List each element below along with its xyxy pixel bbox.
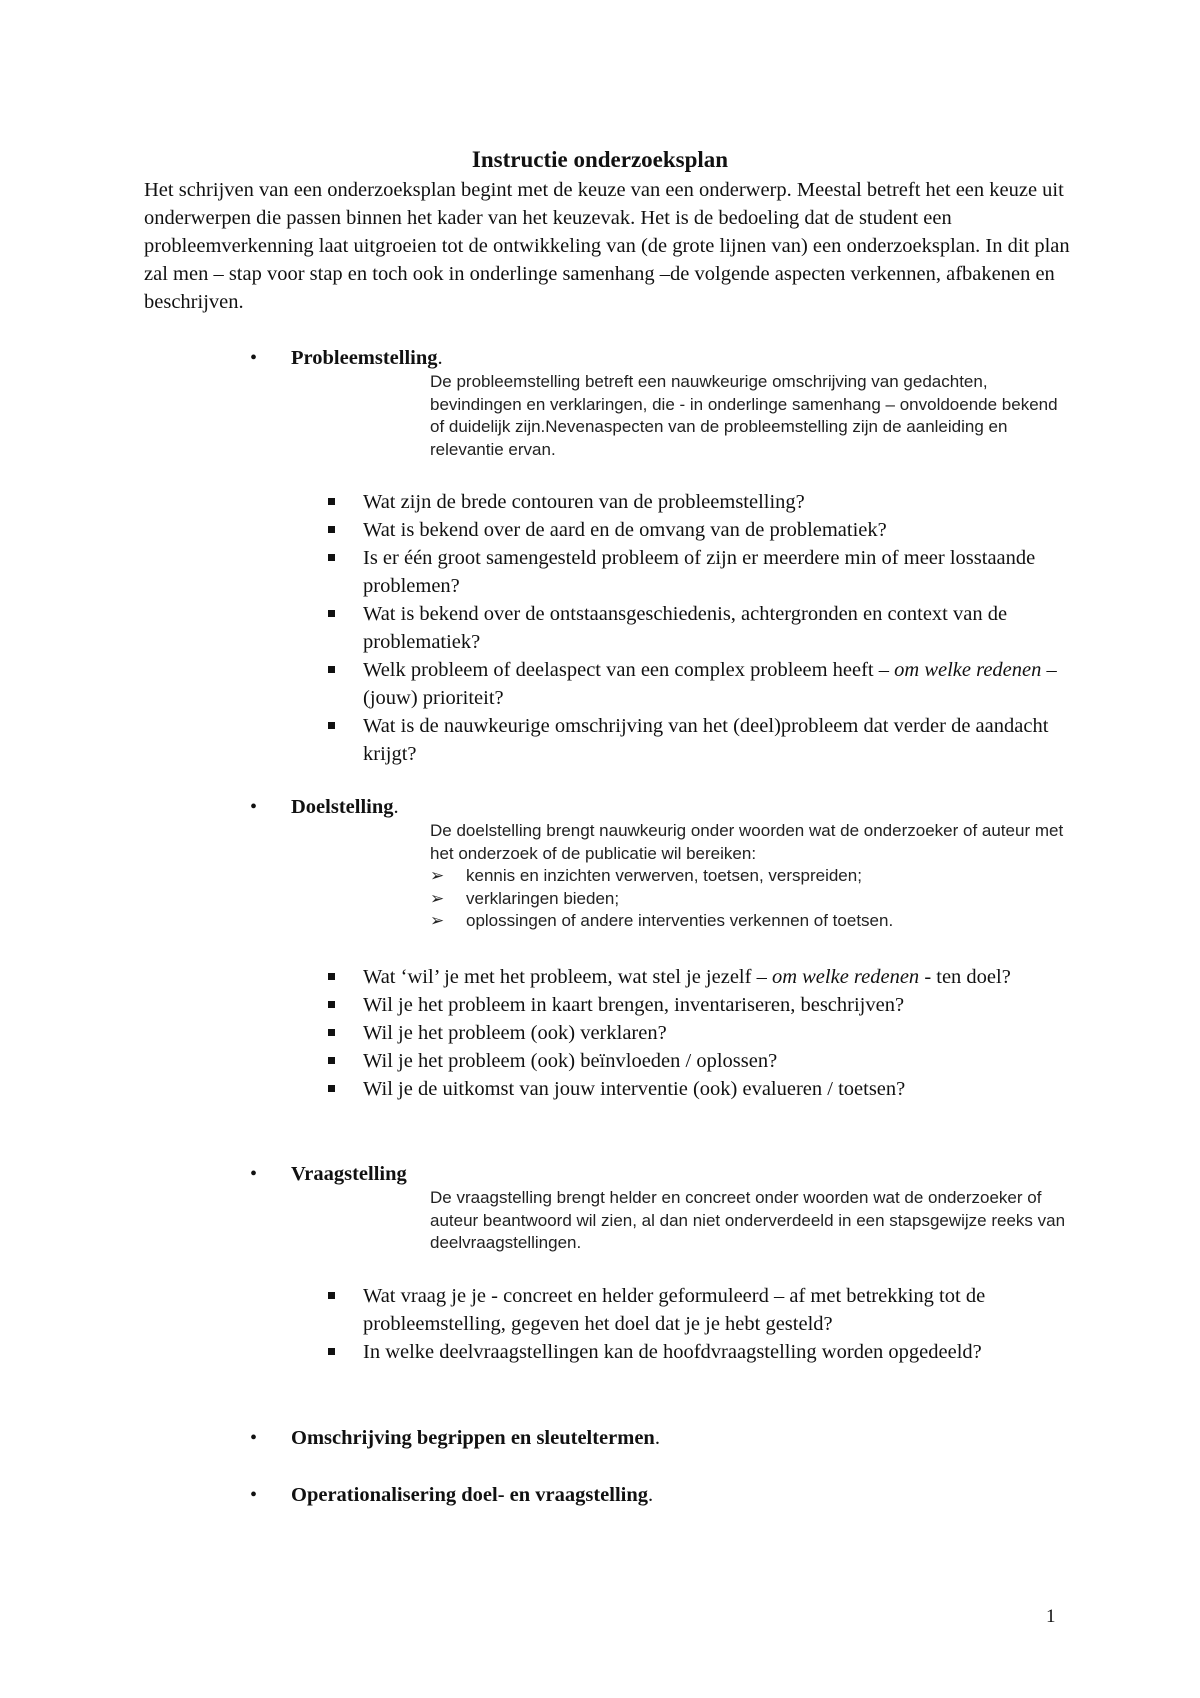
- question-list: [325, 488, 1075, 768]
- section-bullet: •: [250, 347, 258, 369]
- question-text: Wil je het probleem (ook) verklaren?: [363, 1022, 667, 1044]
- heading-text: Probleemstelling: [291, 347, 438, 369]
- section-description: De probleemstelling betreft een nauwkeurige omschrijving van gedachten, bevindingen en verklaringen, die - in onderlinge samenhang – onvoldoende bekend of duidelijk zijn.Nevenaspecten van de probleemstelling zijn de aanleiding en relevantie ervan.: [430, 372, 1058, 459]
- arrow-item-text: kennis en inzichten verwerven, toetsen, verspreiden;: [466, 866, 862, 885]
- page-number: 1: [1046, 1606, 1056, 1627]
- intro-paragraph: Het schrijven van een onderzoeksplan begint met de keuze van een onderwerp. Meestal betreft het een keuze uit onderwerpen die passen binnen het kader van het keuzevak. Het is de bedoeling dat de student een probleemverkenning laat uitgroeien tot de ontwikkeling van (de grote lijnen van) een onderzoeksplan. In dit plan zal men – stap voor stap en toch ook in onderlinge samenhang –de volgende aspecten verkennen, afbakenen en beschrijven.: [144, 179, 1070, 313]
- square-bullet-icon: [328, 1348, 335, 1355]
- list-item: [325, 1019, 1075, 1047]
- question-text: Wil je het probleem (ook) beïnvloeden / oplossen?: [363, 1050, 778, 1072]
- section-bullet: •: [250, 796, 258, 818]
- heading-suffix: .: [437, 347, 443, 369]
- arrow-item-text: oplossingen of andere interventies verkennen of toetsen.: [466, 911, 894, 931]
- list-item: [325, 488, 1075, 516]
- list-item: [325, 516, 1075, 544]
- section-bullet: •: [250, 1163, 258, 1185]
- question-italic: om welke redenen: [771, 966, 920, 988]
- section-heading: [291, 793, 399, 821]
- question-list: [325, 1282, 1075, 1366]
- arrow-bullet-icon: ➢: [430, 911, 445, 931]
- list-item: [325, 1338, 1075, 1366]
- section-heading: [291, 1424, 660, 1452]
- question-text-after: - ten doel?: [919, 966, 1011, 988]
- question-text: Wat is bekend over de ontstaansgeschiedenis, achtergronden en context van de problematiek?: [363, 603, 1008, 653]
- question-text: Welk probleem of deelaspect van een complex probleem heeft –: [363, 659, 895, 681]
- heading-text: Doelstelling: [291, 796, 394, 818]
- square-bullet-icon: [328, 610, 335, 617]
- arrow-list: [430, 865, 1070, 933]
- square-bullet-icon: [328, 666, 335, 673]
- question-text: Wat vraag je je - concreet en helder geformuleerd – af met betrekking tot de probleemstelling, gegeven het doel dat je je hebt gesteld?: [363, 1285, 986, 1335]
- list-item: [325, 712, 1075, 768]
- list-item: [325, 1282, 1075, 1338]
- question-list: [325, 963, 1075, 1103]
- square-bullet-icon: [328, 554, 335, 561]
- list-item: [325, 656, 1075, 712]
- square-bullet-icon: [328, 1001, 335, 1008]
- document-title: Instructie onderzoeksplan: [471, 147, 729, 172]
- square-bullet-icon: [328, 1292, 335, 1299]
- square-bullet-icon: [328, 1057, 335, 1064]
- arrow-list-item: [430, 865, 1070, 888]
- question-text: Wat zijn de brede contouren van de probleemstelling?: [363, 491, 805, 513]
- question-text-after: – (jouw) prioriteit?: [363, 659, 1057, 709]
- section-bullet: •: [250, 1427, 258, 1449]
- list-item: [325, 600, 1075, 656]
- question-text: Wil je het probleem in kaart brengen, inventariseren, beschrijven?: [363, 994, 905, 1016]
- section-heading: [291, 1160, 407, 1188]
- heading-text: Vraagstelling: [291, 1163, 407, 1185]
- list-item: [325, 991, 1075, 1019]
- question-text: Wil je de uitkomst van jouw interventie (ook) evalueren / toetsen?: [363, 1078, 906, 1100]
- section-bullet: •: [250, 1484, 258, 1506]
- arrow-list-item: [430, 910, 1070, 933]
- list-item: [325, 544, 1075, 600]
- list-item: [325, 1047, 1075, 1075]
- section-description: De vraagstelling brengt helder en concreet onder woorden wat de onderzoeker of auteur beantwoord wil zien, al dan niet onderverdeeld in een stapsgewijze reeks van deelvraagstellingen.: [430, 1188, 1066, 1253]
- arrow-item-text: verklaringen bieden;: [466, 888, 620, 908]
- heading-suffix: .: [648, 1484, 654, 1506]
- section-heading: [291, 344, 443, 372]
- heading-text: Operationalisering doel- en vraagstelling: [291, 1484, 649, 1506]
- question-text: In welke deelvraagstellingen kan de hoofdvraagstelling worden opgedeeld?: [363, 1341, 982, 1363]
- square-bullet-icon: [328, 973, 335, 980]
- question-text: Wat ‘wil’ je met het probleem, wat stel je jezelf –: [363, 966, 772, 988]
- square-bullet-icon: [328, 498, 335, 505]
- section-heading: [291, 1481, 653, 1509]
- square-bullet-icon: [328, 1029, 335, 1036]
- list-item: [325, 963, 1075, 991]
- question-italic: om welke redenen: [894, 659, 1042, 681]
- square-bullet-icon: [328, 526, 335, 533]
- list-item: [325, 1075, 1075, 1103]
- heading-suffix: .: [654, 1427, 660, 1449]
- square-bullet-icon: [328, 722, 335, 729]
- question-text: Wat is de nauwkeurige omschrijving van het (deel)probleem dat verder de aandacht krijgt?: [363, 715, 1049, 765]
- question-text: Is er één groot samengesteld probleem of zijn er meerdere min of meer losstaande problemen?: [363, 547, 1036, 597]
- heading-text: Omschrijving begrippen en sleuteltermen: [291, 1427, 655, 1449]
- arrow-bullet-icon: ➢: [430, 888, 445, 908]
- arrow-bullet-icon: ➢: [430, 866, 445, 885]
- square-bullet-icon: [328, 1085, 335, 1092]
- section-description: De doelstelling brengt nauwkeurig onder woorden wat de onderzoeker of auteur met het onderzoek of de publicatie wil bereiken:: [430, 821, 1064, 863]
- heading-suffix: .: [393, 796, 399, 818]
- question-text: Wat is bekend over de aard en de omvang van de problematiek?: [363, 519, 887, 541]
- arrow-list-item: [430, 888, 1070, 911]
